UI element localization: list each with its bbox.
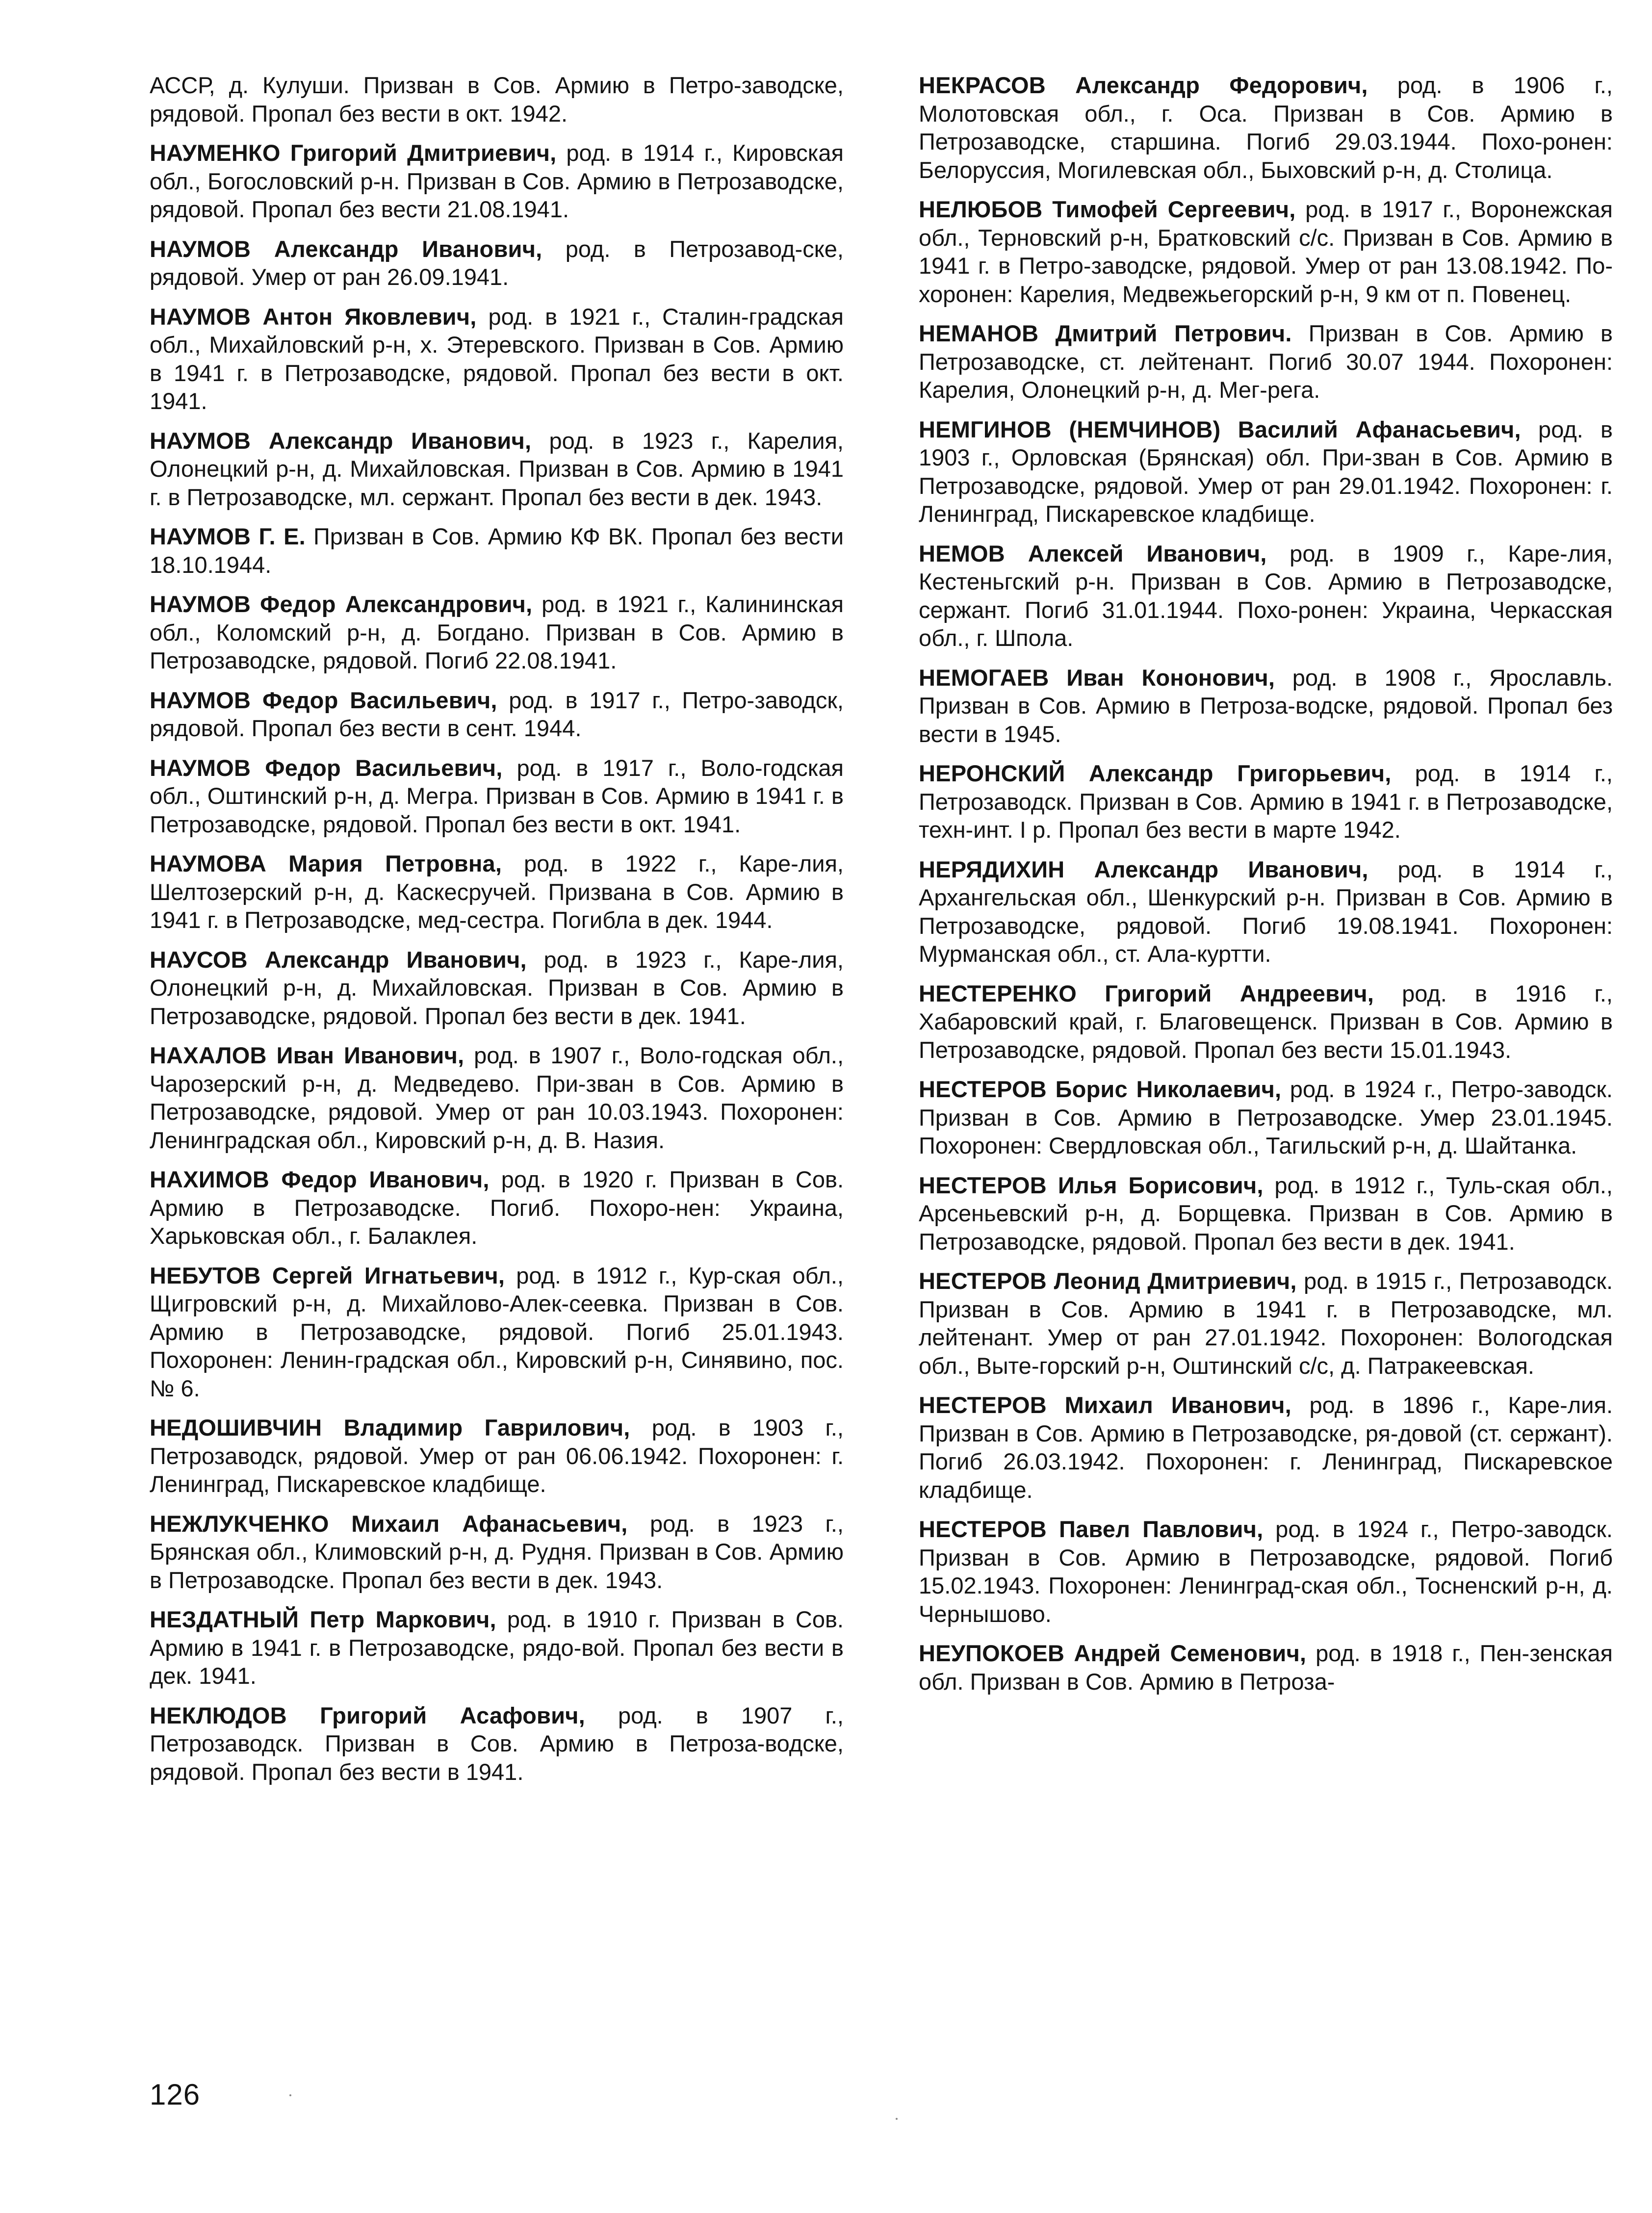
entry: [150, 522, 844, 579]
entry-text: род. в 1920 г. Призван в Сов. Армию в Петрозаводске. Погиб. Похоро-нен: Украина, Харьковская обл., г. Балаклея.: [150, 1166, 844, 1249]
entry: [150, 1605, 844, 1690]
entry-name: НЕМОВ Алексей Иванович,: [919, 540, 1267, 566]
entry-name: НЕЗДАТНЫЙ Петр Маркович,: [150, 1606, 496, 1632]
right-column: [919, 71, 1613, 1707]
entry-name: НЕДОШИВЧИН Владимир Гаврилович,: [150, 1415, 630, 1441]
entry-text: Призван в Сов. Армию КФ ВК. Пропал без вести 18.10.1944.: [150, 523, 844, 578]
entry: [919, 979, 1613, 1064]
entry: [919, 759, 1613, 844]
entry-text: АССР, д. Кулуши. Призван в Сов. Армию в Петро-заводске, рядовой. Пропал без вести в окт. 1942.: [150, 72, 844, 127]
entry-text: род. в 1909 г., Каре-лия, Кестеньгский р-н. Призван в Сов. Армию в Петрозаводске, сержант. Погиб 31.01.1944. Похо-ронен: Украина, Черкасская обл., г. Шпола.: [919, 540, 1613, 651]
entry: [150, 1041, 844, 1154]
entry-text: род. в 1908 г., Ярославль. Призван в Сов. Армию в Петроза-водске, рядовой. Пропал без вести в 1945.: [919, 664, 1613, 747]
entry-text: род. в 1917 г., Петро-заводск, рядовой. Пропал без вести в сент. 1944.: [150, 687, 844, 741]
entry: [919, 1075, 1613, 1160]
entry-name: НЕМАНОВ Дмитрий Петрович.: [919, 320, 1292, 346]
entry-text: род. в 1906 г., Молотовская обл., г. Оса. Призван в Сов. Армию в Петрозаводске, старшина. Погиб 29.03.1944. Похо-ронен: Белоруссия, Могилевская обл., Быховский р-н, д. Столица.: [919, 72, 1613, 183]
entry: [919, 1639, 1613, 1696]
entry-text: род. в 1903 г., Петрозаводск, рядовой. Умер от ран 06.06.1942. Похоронен: г. Ленинград, Пискаревское кладбище.: [150, 1415, 844, 1497]
entry-name: НАУМОВА Мария Петровна,: [150, 850, 502, 876]
entry: [150, 590, 844, 675]
entry-name: НАУМОВ Г. Е.: [150, 523, 306, 549]
entry: [150, 303, 844, 415]
entry: [919, 664, 1613, 748]
entry-text: род. в 1918 г., Пен-зенская обл. Призван в Сов. Армию в Петроза-: [919, 1640, 1613, 1695]
entry: [150, 946, 844, 1030]
entry-text: род. в 1924 г., Петро-заводск. Призван в Сов. Армию в Петрозаводске, рядовой. Погиб 15.02.1943. Похоронен: Ленинград-ская обл., Тосненский р-н, д. Чернышово.: [919, 1516, 1613, 1627]
entry-text: род. в 1912 г., Туль-ская обл., Арсеньевский р-н, д. Борщевка. Призван в Сов. Армию в Петрозаводске, рядовой. Пропал без вести в дек. 1941.: [919, 1172, 1613, 1255]
entry: [150, 71, 844, 128]
entry: [150, 1701, 844, 1786]
entry-name: НАУМОВ Александр Иванович,: [150, 427, 532, 454]
entry-text: род. в 1923 г., Карелия, Олонецкий р-н, д. Михайловская. Призван в Сов. Армию в 1941 г. в Петрозаводске, мл. сержант. Пропал без вести в дек. 1943.: [150, 427, 844, 510]
entry-text: род. в 1896 г., Каре-лия. Призван в Сов. Армию в Петрозаводске, ря-довой (ст. сержант). Погиб 26.03.1942. Похоронен: г. Ленинград, Пискаревское кладбище.: [919, 1392, 1613, 1503]
entry-name: НЕМОГАЕВ Иван Кононович,: [919, 664, 1275, 691]
entry-name: НЕСТЕРОВ Леонид Дмитриевич,: [919, 1268, 1297, 1294]
entry-name: НЕСТЕРОВ Павел Павлович,: [919, 1516, 1264, 1542]
entry: [919, 71, 1613, 184]
entry-name: НАУМЕНКО Григорий Дмитриевич,: [150, 140, 557, 166]
entry-text: род. в 1922 г., Каре-лия, Шелтозерский р-н, д. Каскесручей. Призвана в Сов. Армию в 1941 г. в Петрозаводске, мед-сестра. Погибла в дек. 1944.: [150, 850, 844, 933]
entry-name: НЕКРАСОВ Александр Федорович,: [919, 72, 1368, 98]
entry-text: Призван в Сов. Армию в Петрозаводске, ст. лейтенант. Погиб 30.07 1944. Похоронен: Карелия, Олонецкий р-н, д. Мег-рега.: [919, 320, 1613, 403]
entry: [150, 1414, 844, 1498]
entry-text: род. в 1924 г., Петро-заводск. Призван в Сов. Армию в Петрозаводске. Умер 23.01.1945. Похоронен: Свердловская обл., Тагильский р-н, д. Шайтанка.: [919, 1076, 1613, 1158]
entry-name: НЕРЯДИХИН Александр Иванович,: [919, 856, 1368, 882]
entry-name: НАУМОВ Антон Яковлевич,: [150, 303, 477, 330]
entry-name: НЕМГИНОВ (НЕМЧИНОВ) Василий Афанасьевич,: [919, 416, 1521, 442]
entry: [919, 319, 1613, 404]
entry: [150, 139, 844, 224]
entry-name: НАУМОВ Федор Васильевич,: [150, 687, 497, 713]
print-speck: [896, 2118, 898, 2120]
entry-name: НЕУПОКОЕВ Андрей Семенович,: [919, 1640, 1307, 1666]
entry: [150, 1261, 844, 1403]
entry: [150, 427, 844, 512]
entry-name: НЕСТЕРОВ Борис Николаевич,: [919, 1076, 1282, 1102]
entry-text: род. в 1915 г., Петрозаводск. Призван в Сов. Армию в 1941 г. в Петрозаводске, мл. лейтенант. Умер от ран 27.01.1942. Похоронен: Вологодская обл., Выте-горский р-н, Оштинский с/с, д. Патракеевская.: [919, 1268, 1613, 1379]
entry-name: НЕРОНСКИЙ Александр Григорьевич,: [919, 760, 1392, 786]
entry-text: род. в 1903 г., Орловская (Брянская) обл. При-зван в Сов. Армию в Петрозаводске, рядовой. Умер от ран 29.01.1942. Похоронен: г. Ленинград, Пискаревское кладбище.: [919, 416, 1613, 527]
entry-text: род. в 1916 г., Хабаровский край, г. Благовещенск. Призван в Сов. Армию в Петрозаводске, рядовой. Пропал без вести 15.01.1943.: [919, 980, 1613, 1063]
entry: [919, 1515, 1613, 1628]
entry-text: род. в 1914 г., Кировская обл., Богословский р-н. Призван в Сов. Армию в Петрозаводске, рядовой. Пропал без вести 21.08.1941.: [150, 140, 844, 222]
entry: [919, 540, 1613, 652]
entry-name: НЕЛЮБОВ Тимофей Сергеевич,: [919, 196, 1296, 222]
entry-text: род. в 1921 г., Калининская обл., Коломский р-н, д. Богдано. Призван в Сов. Армию в Петрозаводске, рядовой. Погиб 22.08.1941.: [150, 591, 844, 673]
entry-name: НЕКЛЮДОВ Григорий Асафович,: [150, 1702, 585, 1728]
entry-name: НАУСОВ Александр Иванович,: [150, 946, 527, 973]
entry: [150, 849, 844, 934]
entry-text: род. в 1917 г., Воронежская обл., Терновский р-н, Братковский с/с. Призван в Сов. Армию в 1941 г. в Петро-заводске, рядовой. Умер от ран 13.08.1942. По-хоронен: Карелия, Медвежьегорский р-н, 9 км от п. Повенец.: [919, 196, 1613, 307]
print-speck: [289, 2094, 291, 2096]
entry-name: НЕСТЕРОВ Михаил Иванович,: [919, 1392, 1291, 1418]
entry-text: род. в Петрозавод-ске, рядовой. Умер от ран 26.09.1941.: [150, 235, 844, 290]
entry-text: род. в 1912 г., Кур-ская обл., Щигровский р-н, д. Михайлово-Алек-сеевка. Призван в Сов. Армию в Петрозаводске, рядовой. Погиб 25.01.1943. Похоронен: Ленин-градская обл., Кировский р-н, Синявино, пос. № 6.: [150, 1262, 844, 1401]
page-number: 126: [150, 2078, 201, 2111]
entry: [919, 1267, 1613, 1380]
entry-name: НАУМОВ Федор Васильевич,: [150, 754, 503, 781]
entry-name: НЕСТЕРЕНКО Григорий Андреевич,: [919, 980, 1374, 1006]
entry-text: род. в 1921 г., Сталин-градская обл., Михайловский р-н, х. Этеревского. Призван в Сов. Армию в 1941 г. в Петрозаводске, рядовой. Пропал без вести в окт. 1941.: [150, 303, 844, 414]
entry: [150, 235, 844, 291]
entry: [919, 855, 1613, 968]
entry-name: НЕСТЕРОВ Илья Борисович,: [919, 1172, 1264, 1198]
entry: [919, 415, 1613, 528]
entry-name: НЕБУТОВ Сергей Игнатьевич,: [150, 1262, 505, 1288]
entry-text: род. в 1907 г., Воло-годская обл., Чарозерский р-н, д. Медведево. При-зван в Сов. Армию в Петрозаводске, рядовой. Умер от ран 10.03.1943. Похоронен: Ленинградская обл., Кировский р-н, д. В. Назия.: [150, 1042, 844, 1153]
entry-text: род. в 1923 г., Брянская обл., Климовский р-н, д. Рудня. Призван в Сов. Армию в Петрозаводске. Пропал без вести в дек. 1943.: [150, 1510, 844, 1593]
entry: [150, 1510, 844, 1595]
entry: [150, 1165, 844, 1250]
entry-name: НАХИМОВ Федор Иванович,: [150, 1166, 490, 1192]
entry-text: род. в 1923 г., Каре-лия, Олонецкий р-н, д. Михайловская. Призван в Сов. Армию в Петрозаводске, рядовой. Пропал без вести в дек. 1941.: [150, 946, 844, 1029]
entry-name: НАХАЛОВ Иван Иванович,: [150, 1042, 465, 1068]
entry-name: НАУМОВ Федор Александрович,: [150, 591, 533, 617]
left-column: [150, 71, 844, 1797]
entry: [919, 1391, 1613, 1504]
entry-name: НАУМОВ Александр Иванович,: [150, 235, 542, 262]
entry-text: род. в 1917 г., Воло-годская обл., Оштинский р-н, д. Мегра. Призван в Сов. Армию в 1941 г. в Петрозаводске, рядовой. Пропал без вести в окт. 1941.: [150, 754, 844, 837]
entry: [150, 686, 844, 743]
entry-name: НЕЖЛУКЧЕНКО Михаил Афанасьевич,: [150, 1510, 628, 1537]
entry: [919, 1171, 1613, 1256]
entry: [919, 195, 1613, 308]
entry: [150, 754, 844, 839]
entry-text: род. в 1910 г. Призван в Сов. Армию в 1941 г. в Петрозаводске, рядо-вой. Пропал без вести в дек. 1941.: [150, 1606, 844, 1689]
entry-text: род. в 1914 г., Петрозаводск. Призван в Сов. Армию в 1941 г. в Петрозаводске, техн-инт. I р. Пропал без вести в марте 1942.: [919, 760, 1613, 843]
entry-text: род. в 1907 г., Петрозаводск. Призван в Сов. Армию в Петроза-водске, рядовой. Пропал без вести в 1941.: [150, 1702, 844, 1785]
entry-text: род. в 1914 г., Архангельская обл., Шенкурский р-н. Призван в Сов. Армию в Петрозаводске, рядовой. Погиб 19.08.1941. Похоронен: Мурманская обл., ст. Ала-куртти.: [919, 856, 1613, 967]
